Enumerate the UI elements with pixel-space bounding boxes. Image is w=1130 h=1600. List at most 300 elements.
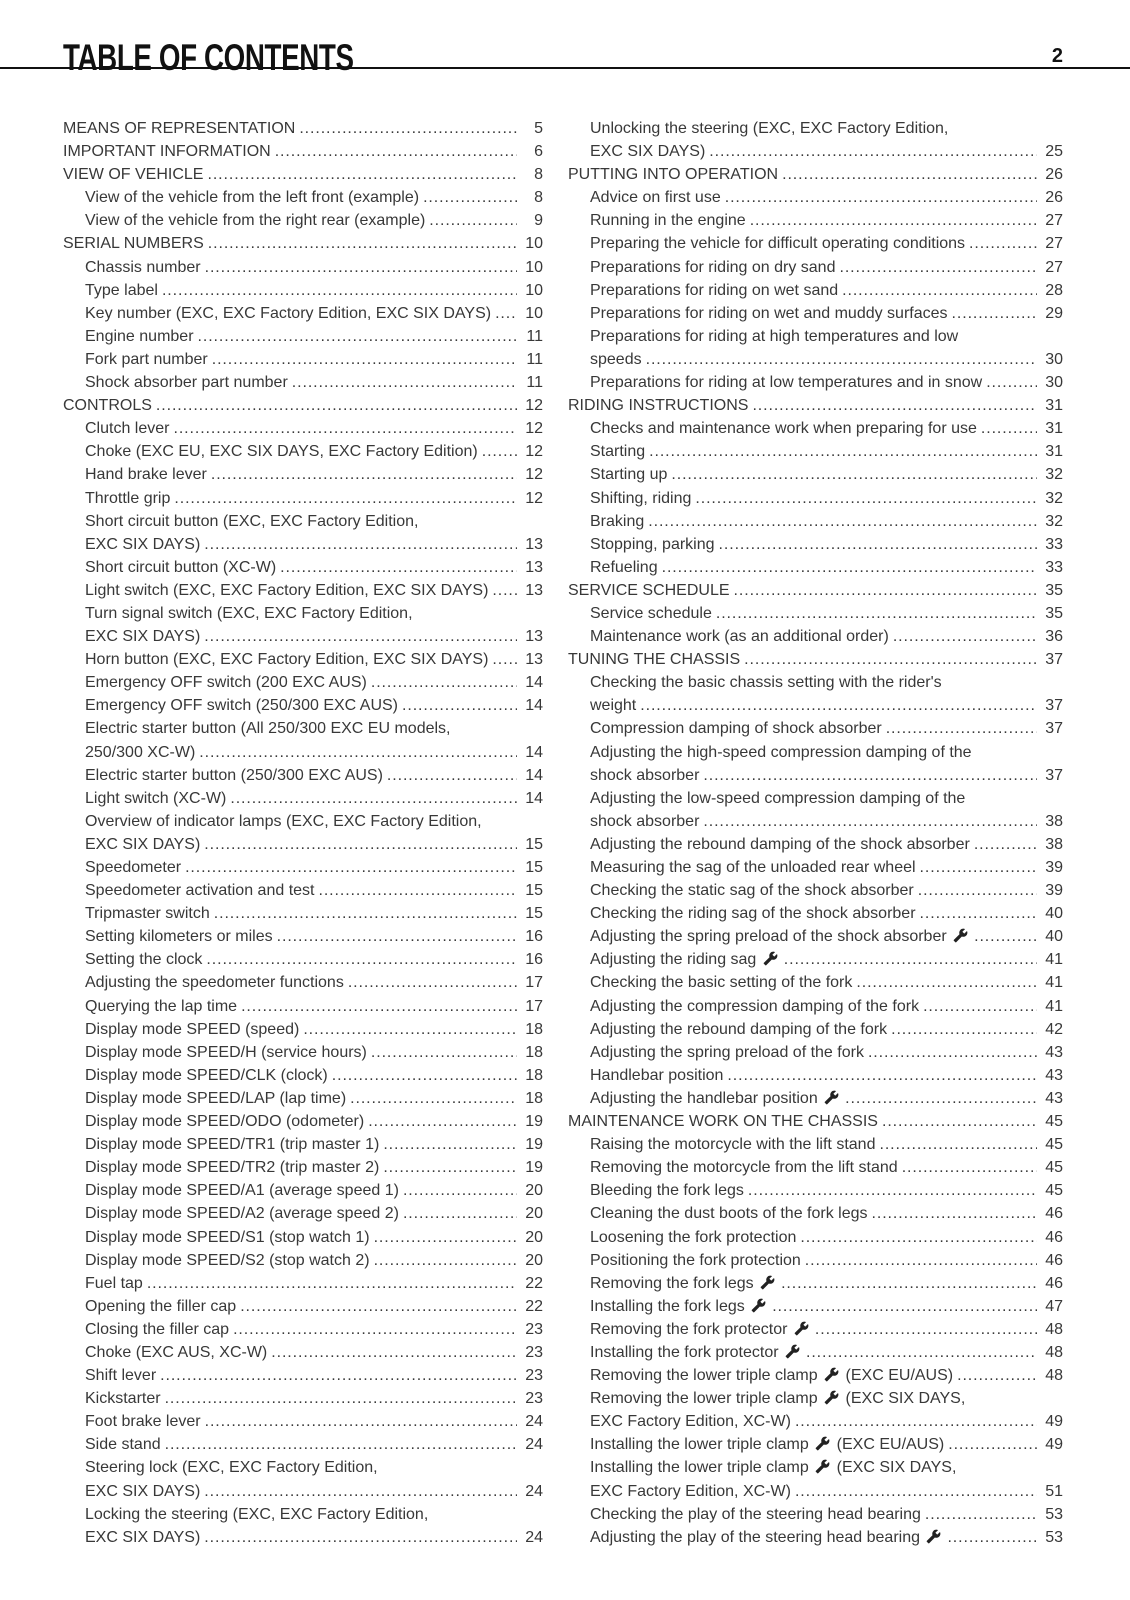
toc-entry-item[interactable] xyxy=(568,902,1063,925)
toc-entry-section[interactable] xyxy=(568,394,1063,417)
toc-entry-line xyxy=(568,741,1063,764)
toc-entry-item[interactable] xyxy=(568,1133,1063,1156)
entry-text: EXC SIX DAYS) xyxy=(85,835,201,853)
entry-text: Removing the motorcycle from the lift stand xyxy=(590,1159,898,1177)
toc-entry-line xyxy=(63,440,543,463)
dot-leader xyxy=(800,1226,1037,1249)
dot-leader xyxy=(206,948,517,971)
toc-entry-item[interactable] xyxy=(568,1018,1063,1041)
toc-entry-item[interactable] xyxy=(568,1202,1063,1225)
toc-entry-item[interactable] xyxy=(568,1249,1063,1272)
wrench-icon xyxy=(794,1321,809,1336)
toc-entry-item[interactable] xyxy=(63,417,543,440)
toc-entry-item[interactable] xyxy=(63,1041,543,1064)
toc-entry-item[interactable] xyxy=(568,1364,1063,1387)
entry-page-number: 19 xyxy=(525,1113,543,1131)
toc-entry-item[interactable] xyxy=(63,1295,543,1318)
toc-entry-item[interactable] xyxy=(63,671,543,694)
dot-leader xyxy=(902,1156,1037,1179)
entry-page-number: 10 xyxy=(525,281,543,299)
entry-page-number: 47 xyxy=(1045,1297,1063,1315)
toc-entry-item[interactable] xyxy=(568,463,1063,486)
dot-leader xyxy=(204,833,517,856)
toc-entry-item[interactable] xyxy=(63,948,543,971)
entry-page-number: 43 xyxy=(1045,1089,1063,1107)
wrench-icon xyxy=(815,1436,830,1451)
entry-text: Short circuit button (XC-W) xyxy=(85,558,277,576)
toc-entry-line xyxy=(568,163,1063,186)
toc-entry-line xyxy=(568,279,1063,302)
dot-leader xyxy=(752,394,1037,417)
toc-entry-item[interactable] xyxy=(63,186,543,209)
toc-entry-item[interactable] xyxy=(568,417,1063,440)
entry-page-number: 10 xyxy=(525,304,543,322)
toc-entry-item[interactable] xyxy=(568,925,1063,948)
entry-page-number: 6 xyxy=(534,143,543,161)
entry-page-number: 49 xyxy=(1045,1436,1063,1454)
toc-entry-line xyxy=(568,325,1063,348)
toc-column-right xyxy=(568,117,1063,1549)
entry-page-number: 46 xyxy=(1045,1251,1063,1269)
entry-page-number: 51 xyxy=(1045,1482,1063,1500)
toc-entry-item[interactable] xyxy=(568,1318,1063,1341)
toc-entry-item[interactable] xyxy=(63,787,543,810)
toc-entry-item[interactable] xyxy=(568,1226,1063,1249)
toc-entry-item[interactable] xyxy=(568,1295,1063,1318)
dot-leader xyxy=(350,1087,517,1110)
toc-entry-item[interactable] xyxy=(63,1249,543,1272)
entry-page-number: 35 xyxy=(1045,604,1063,622)
entry-text: Adjusting the spring preload of the fork xyxy=(590,1043,864,1061)
entry-page-number: 23 xyxy=(525,1320,543,1338)
entry-text: Horn button (EXC, EXC Factory Edition, EXC SIX DAYS) xyxy=(85,651,489,669)
entry-page-number: 24 xyxy=(525,1413,543,1431)
entry-text: Fuel tap xyxy=(85,1274,143,1292)
toc-entry-item[interactable] xyxy=(568,279,1063,302)
toc-entry-line xyxy=(568,810,1063,833)
toc-entry-section[interactable] xyxy=(63,117,543,140)
entry-text: Opening the filler cap xyxy=(85,1297,237,1315)
toc-entry-line xyxy=(568,833,1063,856)
dot-leader xyxy=(403,1202,517,1225)
entry-page-number: 13 xyxy=(525,651,543,669)
entry-text: weight xyxy=(590,697,637,715)
entry-page-number: 20 xyxy=(525,1182,543,1200)
entry-page-number: 12 xyxy=(525,443,543,461)
toc-entry-item[interactable] xyxy=(568,1041,1063,1064)
toc-entry-line xyxy=(63,510,543,533)
toc-entry-item[interactable] xyxy=(568,717,1063,740)
toc-entry-item[interactable] xyxy=(63,1387,543,1410)
entry-page-number: 20 xyxy=(525,1251,543,1269)
toc-entry-item[interactable] xyxy=(63,995,543,1018)
toc-entry-item[interactable] xyxy=(568,1087,1063,1110)
toc-entry-line xyxy=(63,787,543,810)
toc-entry-line xyxy=(63,1433,543,1456)
wrench-icon xyxy=(751,1298,766,1313)
toc-entry-section[interactable] xyxy=(63,140,543,163)
entry-text: Removing the lower triple clamp (EXC EU/AUS) xyxy=(590,1367,954,1385)
toc-entry-item[interactable] xyxy=(568,1526,1063,1549)
toc-entry-line xyxy=(63,948,543,971)
dot-leader xyxy=(671,463,1037,486)
dot-leader xyxy=(204,533,517,556)
entry-page-number: 18 xyxy=(525,1043,543,1061)
toc-entry-line xyxy=(63,302,543,325)
entry-page-number: 27 xyxy=(1045,212,1063,230)
toc-entry-item[interactable] xyxy=(568,1156,1063,1179)
entry-page-number: 24 xyxy=(525,1436,543,1454)
toc-entry-item[interactable] xyxy=(63,1202,543,1225)
entry-page-number: 31 xyxy=(1045,443,1063,461)
entry-text: Removing the lower triple clamp (EXC SIX DAYS, xyxy=(590,1390,966,1408)
entry-text: EXC SIX DAYS) xyxy=(85,628,201,646)
toc-entry-item[interactable] xyxy=(568,1341,1063,1364)
toc-entry-item[interactable] xyxy=(568,833,1063,856)
entry-text: Preparations for riding at high temperatures and low xyxy=(590,327,959,345)
dot-leader xyxy=(842,279,1037,302)
entry-text: Chassis number xyxy=(85,258,201,276)
entry-page-number: 12 xyxy=(525,397,543,415)
wrench-icon xyxy=(785,1344,800,1359)
toc-entry-item[interactable] xyxy=(63,902,543,925)
toc-entry-item[interactable] xyxy=(568,671,1063,717)
entry-page-number: 28 xyxy=(1045,281,1063,299)
toc-entry-item[interactable] xyxy=(568,879,1063,902)
entry-text: Installing the lower triple clamp (EXC SIX DAYS, xyxy=(590,1459,957,1477)
entry-page-number: 45 xyxy=(1045,1113,1063,1131)
wrench-icon xyxy=(763,951,778,966)
toc-entry-item[interactable] xyxy=(63,1364,543,1387)
toc-entry-item[interactable] xyxy=(568,856,1063,879)
toc-entry-section[interactable] xyxy=(568,1110,1063,1133)
dot-leader xyxy=(856,971,1037,994)
toc-entry-item[interactable] xyxy=(63,694,543,717)
entry-text: Type label xyxy=(85,281,158,299)
toc-entry-line xyxy=(568,902,1063,925)
toc-entry-item[interactable] xyxy=(63,971,543,994)
toc-entry-item[interactable] xyxy=(568,1272,1063,1295)
entry-text: Adjusting the low-speed compression damping of the xyxy=(590,789,966,807)
toc-entry-item[interactable] xyxy=(568,186,1063,209)
toc-entry-line xyxy=(568,602,1063,625)
entry-page-number: 46 xyxy=(1045,1228,1063,1246)
toc-entry-item[interactable] xyxy=(568,117,1063,163)
toc-entry-item[interactable] xyxy=(568,487,1063,510)
toc-entry-line xyxy=(568,1272,1063,1295)
entry-text: Running in the engine xyxy=(590,212,746,230)
toc-entry-item[interactable] xyxy=(63,279,543,302)
entry-text: Light switch (EXC, EXC Factory Edition, EXC SIX DAYS) xyxy=(85,581,489,599)
toc-entry-line xyxy=(63,671,543,694)
toc-entry-line xyxy=(63,1226,543,1249)
toc-entry-item[interactable] xyxy=(63,1456,543,1502)
toc-entry-item[interactable] xyxy=(568,256,1063,279)
toc-entry-line xyxy=(63,1133,543,1156)
toc-entry-item[interactable] xyxy=(63,371,543,394)
entry-text: Preparing the vehicle for difficult operating conditions xyxy=(590,235,966,253)
entry-page-number: 32 xyxy=(1045,466,1063,484)
toc-entry-section[interactable] xyxy=(568,163,1063,186)
toc-entry-line xyxy=(568,1433,1063,1456)
toc-entry-item[interactable] xyxy=(63,1018,543,1041)
toc-entry-item[interactable] xyxy=(63,648,543,671)
entry-page-number: 8 xyxy=(534,189,543,207)
entry-page-number: 19 xyxy=(525,1136,543,1154)
toc-entry-item[interactable] xyxy=(63,487,543,510)
toc-entry-item[interactable] xyxy=(568,325,1063,371)
toc-entry-line xyxy=(568,463,1063,486)
toc-entry-line xyxy=(568,1226,1063,1249)
entry-text: Turn signal switch (EXC, EXC Factory Edition, xyxy=(85,604,413,622)
toc-entry-line xyxy=(568,487,1063,510)
entry-page-number: 14 xyxy=(525,766,543,784)
toc-entry-item[interactable] xyxy=(63,879,543,902)
entry-page-number: 38 xyxy=(1045,812,1063,830)
toc-entry-item[interactable] xyxy=(63,1341,543,1364)
toc-entry-item[interactable] xyxy=(63,764,543,787)
entry-page-number: 13 xyxy=(525,535,543,553)
dot-leader xyxy=(299,117,517,140)
entry-text: EXC SIX DAYS) xyxy=(85,1528,201,1546)
toc-entry-item[interactable] xyxy=(63,1433,543,1456)
toc-entry-item[interactable] xyxy=(63,1503,543,1549)
toc-entry-line xyxy=(568,1526,1063,1549)
dot-leader xyxy=(948,1433,1037,1456)
toc-entry-item[interactable] xyxy=(63,1410,543,1433)
toc-entry-line xyxy=(568,1202,1063,1225)
entry-page-number: 32 xyxy=(1045,489,1063,507)
toc-entry-line xyxy=(63,1387,543,1410)
toc-entry-section[interactable] xyxy=(63,394,543,417)
toc-entry-item[interactable] xyxy=(63,1179,543,1202)
entry-text: View of the vehicle from the left front (example) xyxy=(85,189,420,207)
entry-text: Checking the play of the steering head bearing xyxy=(590,1505,921,1523)
toc-entry-line xyxy=(63,1156,543,1179)
entry-text: Setting the clock xyxy=(85,951,203,969)
entry-text: Bleeding the fork legs xyxy=(590,1182,744,1200)
toc-entry-item[interactable] xyxy=(568,741,1063,787)
entry-text: MEANS OF REPRESENTATION xyxy=(63,120,296,137)
entry-page-number: 39 xyxy=(1045,882,1063,900)
toc-entry-item[interactable] xyxy=(568,510,1063,533)
toc-entry-item[interactable] xyxy=(568,602,1063,625)
dot-leader xyxy=(368,1110,517,1133)
toc-entry-item[interactable] xyxy=(568,995,1063,1018)
entry-text: Advice on first use xyxy=(590,189,721,207)
dot-leader xyxy=(839,256,1037,279)
toc-entry-item[interactable] xyxy=(63,1226,543,1249)
entry-page-number: 41 xyxy=(1045,974,1063,992)
toc-entry-item[interactable] xyxy=(568,556,1063,579)
wrench-icon xyxy=(953,928,968,943)
entry-page-number: 41 xyxy=(1045,951,1063,969)
entry-text: Loosening the fork protection xyxy=(590,1228,797,1246)
entry-page-number: 37 xyxy=(1045,720,1063,738)
toc-entry-line xyxy=(568,232,1063,255)
toc-entry-item[interactable] xyxy=(63,856,543,879)
toc-entry-item[interactable] xyxy=(63,463,543,486)
entry-text: speeds xyxy=(590,350,642,368)
toc-entry-line xyxy=(568,440,1063,463)
dot-leader xyxy=(772,1295,1037,1318)
toc-entry-item[interactable] xyxy=(63,602,543,648)
toc-entry-line xyxy=(568,510,1063,533)
entry-page-number: 23 xyxy=(525,1390,543,1408)
dot-leader xyxy=(923,995,1037,1018)
toc-entry-item[interactable] xyxy=(568,533,1063,556)
toc-entry-section[interactable] xyxy=(568,579,1063,602)
toc-entry-line xyxy=(63,1064,543,1087)
toc-entry-item[interactable] xyxy=(63,1272,543,1295)
toc-entry-item[interactable] xyxy=(63,1318,543,1341)
entry-text: Key number (EXC, EXC Factory Edition, EXC SIX DAYS) xyxy=(85,304,492,322)
entry-text: EXC SIX DAYS) xyxy=(85,535,201,553)
toc-entry-item[interactable] xyxy=(63,1156,543,1179)
entry-text: Foot brake lever xyxy=(85,1413,201,1431)
dot-leader xyxy=(795,1410,1037,1433)
dot-leader xyxy=(815,1318,1037,1341)
toc-entry-item[interactable] xyxy=(568,787,1063,833)
toc-entry-item[interactable] xyxy=(568,1456,1063,1502)
dot-leader xyxy=(371,671,517,694)
entry-text: Adjusting the riding sag xyxy=(590,948,780,971)
toc-entry-line xyxy=(63,879,543,902)
entry-text: Service schedule xyxy=(590,604,712,622)
entry-text: Display mode SPEED/TR2 (trip master 2) xyxy=(85,1159,380,1177)
entry-page-number: 23 xyxy=(525,1343,543,1361)
toc-entry-item[interactable] xyxy=(63,556,543,579)
toc-entry-section[interactable] xyxy=(63,163,543,186)
toc-entry-line xyxy=(63,971,543,994)
toc-columns xyxy=(0,117,1130,1549)
entry-page-number: 12 xyxy=(525,466,543,484)
toc-entry-item[interactable] xyxy=(568,440,1063,463)
toc-entry-item[interactable] xyxy=(63,440,543,463)
entry-text: Handlebar position xyxy=(590,1066,724,1084)
entry-page-number: 31 xyxy=(1045,397,1063,415)
toc-entry-item[interactable] xyxy=(568,302,1063,325)
toc-entry-item[interactable] xyxy=(568,371,1063,394)
toc-entry-line xyxy=(63,579,543,602)
dot-leader xyxy=(207,163,517,186)
dot-leader xyxy=(719,533,1037,556)
entry-page-number: 48 xyxy=(1045,1367,1063,1385)
entry-text: CONTROLS xyxy=(63,397,152,415)
dot-leader xyxy=(947,1526,1037,1549)
toc-entry-line xyxy=(63,694,543,717)
entry-page-number: 41 xyxy=(1045,997,1063,1015)
entry-text: Installing the lower triple clamp (EXC EU/AUS) xyxy=(590,1436,945,1454)
entry-page-number: 43 xyxy=(1045,1066,1063,1084)
dot-leader xyxy=(981,417,1037,440)
dot-leader xyxy=(957,1364,1037,1387)
toc-entry-item[interactable] xyxy=(568,971,1063,994)
toc-entry-line xyxy=(568,1110,1063,1133)
toc-entry-item[interactable] xyxy=(63,348,543,371)
entry-page-number: 45 xyxy=(1045,1159,1063,1177)
toc-entry-line xyxy=(63,1087,543,1110)
toc-entry-item[interactable] xyxy=(63,302,543,325)
toc-entry-item[interactable] xyxy=(568,1179,1063,1202)
dot-leader xyxy=(744,648,1037,671)
toc-entry-item[interactable] xyxy=(63,1064,543,1087)
entry-page-number: 31 xyxy=(1045,420,1063,438)
toc-entry-item[interactable] xyxy=(63,1087,543,1110)
toc-entry-item[interactable] xyxy=(63,510,543,556)
toc-entry-section[interactable] xyxy=(568,648,1063,671)
dot-leader xyxy=(374,1226,517,1249)
toc-entry-item[interactable] xyxy=(568,209,1063,232)
toc-entry-item[interactable] xyxy=(63,256,543,279)
toc-entry-line xyxy=(63,256,543,279)
entry-text: shock absorber xyxy=(590,766,700,784)
entry-page-number: 16 xyxy=(525,951,543,969)
entry-text: Speedometer xyxy=(85,859,182,876)
toc-entry-line xyxy=(63,117,543,140)
dot-leader xyxy=(332,1064,517,1087)
dot-leader xyxy=(199,741,517,764)
dot-leader xyxy=(886,717,1037,740)
entry-text: RIDING INSTRUCTIONS xyxy=(568,397,749,415)
toc-entry-item[interactable] xyxy=(568,1503,1063,1526)
dot-leader xyxy=(709,140,1037,163)
dot-leader xyxy=(974,833,1037,856)
entry-text: Stopping, parking xyxy=(590,535,715,553)
toc-entry-item[interactable] xyxy=(568,232,1063,255)
entry-page-number: 11 xyxy=(526,350,543,368)
toc-entry-item[interactable] xyxy=(63,1110,543,1133)
entry-text: Starting up xyxy=(590,466,668,484)
toc-entry-item[interactable] xyxy=(568,1433,1063,1456)
toc-entry-item[interactable] xyxy=(63,579,543,602)
toc-entry-line xyxy=(568,1041,1063,1064)
dot-leader xyxy=(969,232,1037,255)
toc-entry-line xyxy=(568,186,1063,209)
dot-leader xyxy=(173,417,517,440)
toc-entry-item[interactable] xyxy=(568,1387,1063,1433)
toc-entry-line xyxy=(568,1018,1063,1041)
dot-leader xyxy=(233,1318,517,1341)
toc-entry-item[interactable] xyxy=(63,325,543,348)
toc-entry-item[interactable] xyxy=(63,209,543,232)
toc-entry-item[interactable] xyxy=(63,717,543,763)
wrench-icon xyxy=(824,1390,839,1405)
dot-leader xyxy=(303,1018,517,1041)
toc-entry-item[interactable] xyxy=(568,1064,1063,1087)
dot-leader xyxy=(703,810,1037,833)
toc-entry-line xyxy=(63,371,543,394)
toc-entry-item[interactable] xyxy=(63,810,543,856)
entry-page-number: 29 xyxy=(1045,304,1063,322)
entry-text: Electric starter button (All 250/300 EXC EU models, xyxy=(85,720,451,738)
entry-page-number: 15 xyxy=(525,905,543,923)
toc-entry-item[interactable] xyxy=(63,1133,543,1156)
entry-page-number: 22 xyxy=(525,1274,543,1292)
dot-leader xyxy=(348,971,517,994)
toc-entry-item[interactable] xyxy=(568,625,1063,648)
toc-entry-item[interactable] xyxy=(63,925,543,948)
toc-entry-section[interactable] xyxy=(63,232,543,255)
entry-page-number: 10 xyxy=(525,235,543,253)
dot-leader xyxy=(805,1249,1037,1272)
dot-leader xyxy=(784,948,1037,971)
dot-leader xyxy=(492,648,517,671)
entry-text: Display mode SPEED/ODO (odometer) xyxy=(85,1113,365,1131)
toc-entry-line xyxy=(568,787,1063,810)
toc-entry-line xyxy=(63,232,543,255)
toc-entry-item[interactable] xyxy=(568,948,1063,971)
